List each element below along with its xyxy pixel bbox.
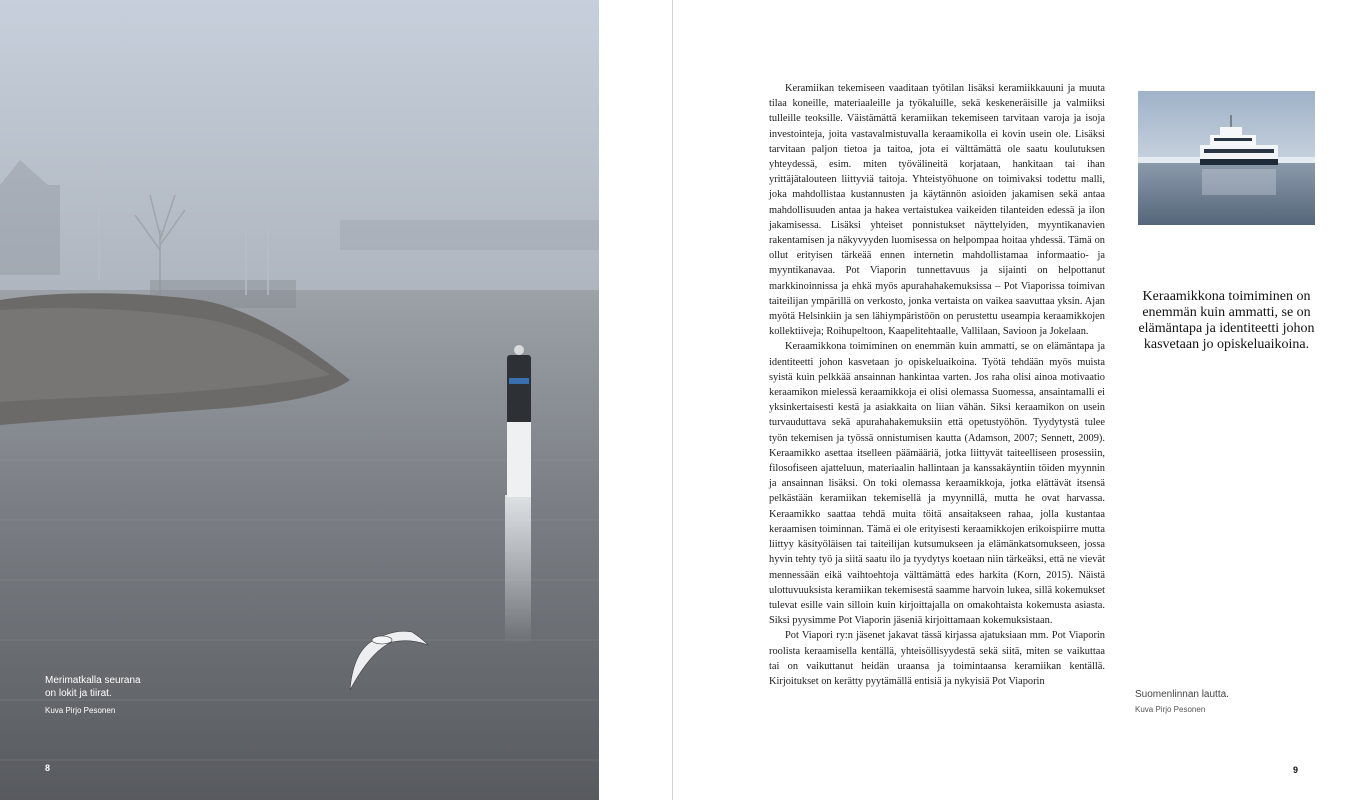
ferry-photo xyxy=(1138,91,1315,225)
page-number-right: 9 xyxy=(1293,765,1299,775)
paragraph-3: Pot Viapori ry:n jäsenet jakavat tässä kirjassa ajatuksiaan mm. Pot Viaporin roolista keraamisella kentällä, yhteisöllisyydestä sekä siitä, miten se vaikuttaa tai on vaikuttanut heidän uraansa ja toimintaansa keramiikan kentällä. Kirjoitukset on kerätty pyytämällä entisiä ja nykyisiä Pot Viaporin xyxy=(769,630,1105,687)
page-number-left: 8 xyxy=(45,763,51,773)
ferry-photo-credit: Kuva Pirjo Pesonen xyxy=(1135,705,1206,714)
photo-credit: Kuva Pirjo Pesonen xyxy=(45,706,116,715)
ferry-photo-image xyxy=(1138,91,1315,225)
pull-quote: Keraamikkona toimiminen on enemmän kuin ammatti, se on elämäntapa ja identiteetti johon kasvetaan jo opiskeluaikoina. xyxy=(1138,289,1315,352)
ferry-caption-text: Suomenlinnan lautta. xyxy=(1135,689,1229,700)
left-photo-caption xyxy=(45,674,141,717)
right-page xyxy=(673,0,1345,800)
caption-line-2: on lokit ja tiirat. xyxy=(45,688,112,699)
body-text xyxy=(769,81,1105,689)
left-page xyxy=(0,0,599,800)
page-gutter xyxy=(599,0,673,800)
paragraph-2: Keraamikkona toimiminen on enemmän kuin ammatti, se on elämäntapa ja identiteetti johon kasvetaan jo opiskeluaikoina. Työtä tehdään myös muista syistä kuin pelkkää ansainnan hankintaa varten. Jos raha olisi ainoa motivaatio keraamikon mielessä keraamikkoja ei olisi olemassa Suomessa, ansaintamalli ei yksinkertaisesti kestä ja asiakkaita on liian vähän. Siksi keraamikon on usein turvauduttava sekä apurahahakemuksiin että opetustyöhön. Tyydytystä tulee työn tekemisen ja työssä onnistumisen kautta (Adamson, 2007; Sennett, 2009). Keraamikko asettaa itselleen päämääriä, jotka liittyvät taiteelliseen prosessiin, filosofiseen ajatteluun, materiaalin hallintaan ja kanssakäyntiin töiden myynnin ja ansainnan lisäksi. On toki olemassa keraamikkoja, jotka elättävät itsensä pelkästään keramiikan tekemisellä ja myynnillä, mutta he ovat harvassa. Keraamikko saattaa tehdä muita töitä ansaitakseen rahaa, jolla kustantaa keraamisen toiminnan. Tämä ei ole erityisesti keraamikkojen erikoispiirre mutta liittyy käsityöläisen tai taiteilijan kutsumukseen ja elämänkatsomukseen, jossa hyvin tehty työ ja siitä saatu ilo ja tyydytys koetaan niin tärkeäksi, että ne vievät mennessään eikä vaihtoehtoja välttämättä edes harkita (Korn, 2015). Näistä ulottuvuuksista keramiikan tekemisestä saamme harvoin lukea, sillä kokemukset tulevat esille vain silloin kuin kirjoittajalla on omakohtaista kokemusta asiasta. Siksi pyysimme Pot Viaporin jäseniä kirjoittamaan kokemuksistaan. xyxy=(769,341,1105,627)
paragraph-1: Keramiikan tekemiseen vaaditaan työtilan lisäksi keramiikkauuni ja muuta tilaa koneille, materiaaleille ja työkaluille, sekä keskeneräisille ja valmiiksi tulleille teoksille. Väistämättä keramiikan tekemiseen tarvitaan varoja ja isoja investointeja, joita vastavalmistuvalla keraamikolla ei kovin usein ole. Lisäksi tarvitaan paljon tietoa ja taitoa, jota ei välttämättä ole saatu koulutuksen yhteydessä, esim. miten työvälineitä korjataan, hankitaan tai ihan yrittäjätalouteen liittyviä taitoja. Yhteistyöhuone on toimivaksi todettu malli, joka mahdollistaa kustannusten ja käytännön asioiden jakamisen sekä antaa mahdollisuuden antaa ja hakea vertaistukea vaikeiden tilanteiden edessä ja ilon jakamisessa. Lisäksi yhteiset ponnistukset näyttelyiden, myyntikanavien rakentamisen ja näkyvyyden luomisessa on helpompaa hoitaa yhdessä. Tämä on ollut erityisen tärkeää ennen internetin mahdollistamaa informaatio- ja myyntikanavaa. Pot Viaporin tunnettavuus ja sijainti on helpottanut markkinoinnissa ja ehkä myös apurahahakemuksissa – Pot Viaporissa toimivan taiteilijan ympärillä on verkosto, jonka vertaista on vaikea saavuttaa yksin. Ajan myötä Helsinkiin ja sen lähiympäristöön on perustettu useampia keraamikkojen kollektiiveja; Roihupeltoon, Kaapelitehtaalle, Vallilaan, Savioon ja Jokelaan. xyxy=(769,83,1105,338)
ferry-photo-caption xyxy=(1135,688,1325,714)
caption-line-1: Merimatkalla seurana xyxy=(45,675,141,686)
